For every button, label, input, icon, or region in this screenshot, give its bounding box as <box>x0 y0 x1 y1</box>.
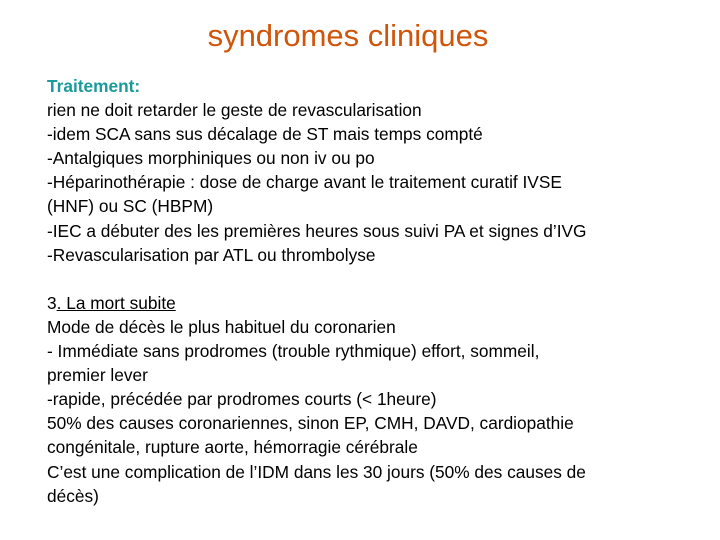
body-line: 50% des causes coronariennes, sinon EP, CMH, DAVD, cardiopathie <box>47 413 574 434</box>
body-line: premier lever <box>47 365 148 386</box>
section-heading-mort-subite <box>47 291 697 315</box>
body-line: - Immédiate sans prodromes (trouble rythmique) effort, sommeil, <box>47 341 540 362</box>
slide-body <box>47 74 697 508</box>
body-line: décès) <box>47 485 99 506</box>
paragraph-gap <box>47 267 697 291</box>
body-line: C’est une complication de l’IDM dans les 30 jours (50% des causes de <box>47 461 586 482</box>
body-line: -Antalgiques morphiniques ou non iv ou po <box>47 148 375 169</box>
body-line: (HNF) ou SC (HBPM) <box>47 196 214 217</box>
section-number: 3 <box>47 292 57 313</box>
body-line: -IEC a débuter des les premières heures sous suivi PA et signes d’IVG <box>47 220 587 241</box>
slide-title: syndromes cliniques <box>207 18 489 53</box>
body-line: Mode de décès le plus habituel du coronarien <box>47 316 396 337</box>
section-heading-text: . La mort subite <box>56 292 176 313</box>
body-line: rien ne doit retarder le geste de revascularisation <box>47 100 422 121</box>
body-line: congénitale, rupture aorte, hémorragie cérébrale <box>47 437 418 458</box>
body-line: -rapide, précédée par prodromes courts (< 1heure) <box>47 389 437 410</box>
body-line: -Revascularisation par ATL ou thrombolyse <box>47 244 376 265</box>
body-line: -Héparinothérapie : dose de charge avant le traitement curatif IVSE <box>47 172 562 193</box>
section-heading-traitement: Traitement: <box>47 76 141 96</box>
body-line: -idem SCA sans sus décalage de ST mais temps compté <box>47 124 483 145</box>
